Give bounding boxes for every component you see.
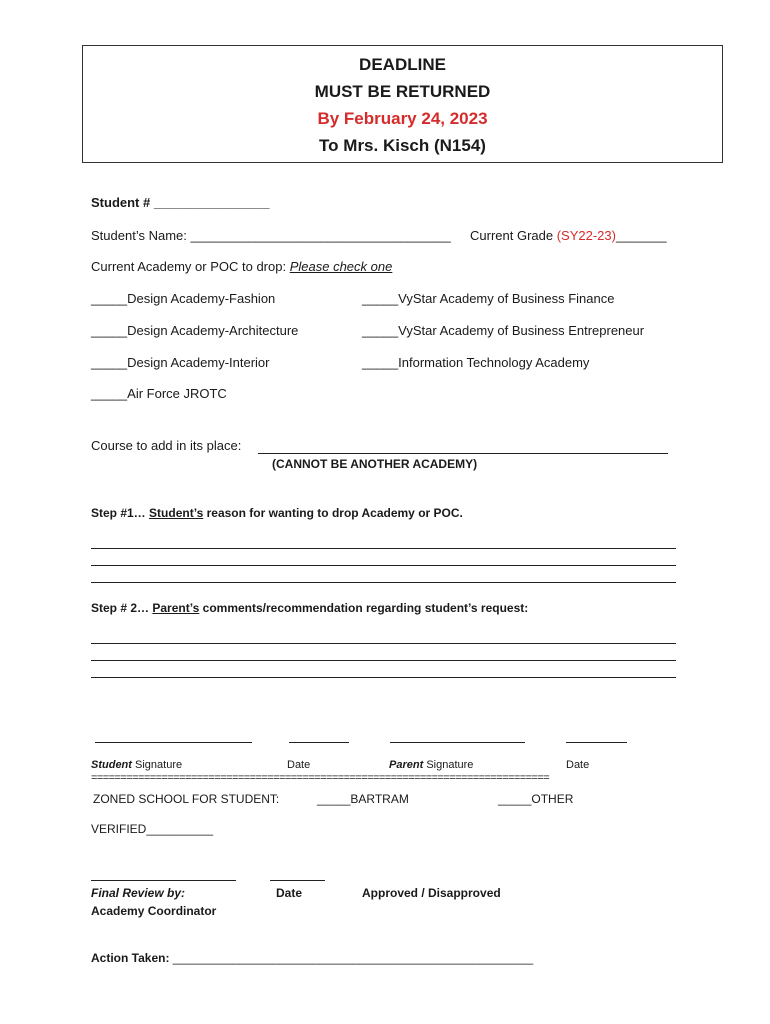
current-grade-field[interactable] <box>470 228 667 243</box>
step2-answer-line[interactable] <box>91 643 676 644</box>
deadline-date: By February 24, 2023 <box>317 109 488 128</box>
course-add-field[interactable] <box>258 453 668 454</box>
deadline-title: DEADLINE <box>359 55 446 74</box>
student-sig-text: Signature <box>135 759 183 771</box>
student-signature-label <box>91 759 182 771</box>
must-be-returned: MUST BE RETURNED <box>314 82 491 101</box>
student-date-line[interactable] <box>289 742 349 743</box>
option-bartram[interactable]: _____BARTRAM <box>317 792 409 806</box>
step2-answer-line[interactable] <box>91 660 676 661</box>
step2-answer-line[interactable] <box>91 677 676 678</box>
step2-prefix: Step # 2… <box>91 601 150 615</box>
step1-prefix: Step #1… <box>91 506 146 520</box>
step1-answer-line[interactable] <box>91 548 676 549</box>
coordinator-role: Academy Coordinator <box>91 904 217 918</box>
action-taken-field[interactable] <box>91 951 533 965</box>
zoned-school-label: ZONED SCHOOL FOR STUDENT: <box>93 792 280 806</box>
academy-prompt-text: Current Academy or POC to drop: <box>91 259 287 274</box>
academy-prompt <box>91 259 392 274</box>
final-review-title: Final Review by: <box>91 886 186 900</box>
parent-date-label: Date <box>566 759 590 771</box>
step2-subject: Parent’s <box>152 601 200 615</box>
grade-blank: _______ <box>615 228 667 243</box>
parent-sig-text: Signature <box>426 759 474 771</box>
step1-rest: reason for wanting to drop Academy or POC. <box>206 506 463 520</box>
divider: ============================================================================== <box>91 772 550 784</box>
student-number-field[interactable]: Student # ________________ <box>91 195 270 210</box>
option-design-architecture[interactable]: _____Design Academy-Architecture <box>91 323 299 338</box>
parent-signature-label <box>389 759 473 771</box>
step1-heading <box>91 506 463 520</box>
parent-signature-line[interactable] <box>390 742 525 743</box>
step1-subject: Student’s <box>149 506 204 520</box>
grade-year: (SY22-23) <box>556 228 616 243</box>
option-vystar-finance[interactable]: _____VyStar Academy of Business Finance <box>362 291 615 306</box>
option-design-interior[interactable]: _____Design Academy-Interior <box>91 355 270 370</box>
step1-answer-line[interactable] <box>91 582 676 583</box>
deadline-box <box>82 45 723 163</box>
return-to: To Mrs. Kisch (N154) <box>319 136 486 155</box>
action-taken-label: Action Taken: <box>91 951 170 965</box>
course-add-label: Course to add in its place: <box>91 438 242 453</box>
parent-date-line[interactable] <box>566 742 627 743</box>
student-name-field[interactable]: Student’s Name: ____________________________________ <box>91 228 451 243</box>
option-information-technology[interactable]: _____Information Technology Academy <box>362 355 590 370</box>
course-note: (CANNOT BE ANOTHER ACADEMY) <box>272 457 478 471</box>
option-air-force-jrotc[interactable]: _____Air Force JROTC <box>91 386 227 401</box>
check-one-note: Please check one <box>289 259 393 274</box>
verified-field[interactable]: VERIFIED__________ <box>91 822 214 836</box>
step1-answer-line[interactable] <box>91 565 676 566</box>
coordinator-signature-line[interactable] <box>91 880 236 881</box>
option-other[interactable]: _____OTHER <box>498 792 574 806</box>
option-design-fashion[interactable]: _____Design Academy-Fashion <box>91 291 276 306</box>
parent-role: Parent <box>389 759 424 771</box>
review-date-label: Date <box>276 886 303 900</box>
student-signature-line[interactable] <box>95 742 252 743</box>
student-role: Student <box>91 759 132 771</box>
step2-heading <box>91 601 528 615</box>
step2-rest: comments/recommendation regarding student’s request: <box>202 601 529 615</box>
grade-label: Current Grade <box>470 228 554 243</box>
action-taken-blank: ______________________________________________________ <box>172 951 534 965</box>
student-date-label: Date <box>287 759 311 771</box>
option-vystar-entrepreneur[interactable]: _____VyStar Academy of Business Entrepreneur <box>362 323 645 338</box>
review-date-line[interactable] <box>270 880 325 881</box>
approval-status[interactable]: Approved / Disapproved <box>362 886 501 900</box>
